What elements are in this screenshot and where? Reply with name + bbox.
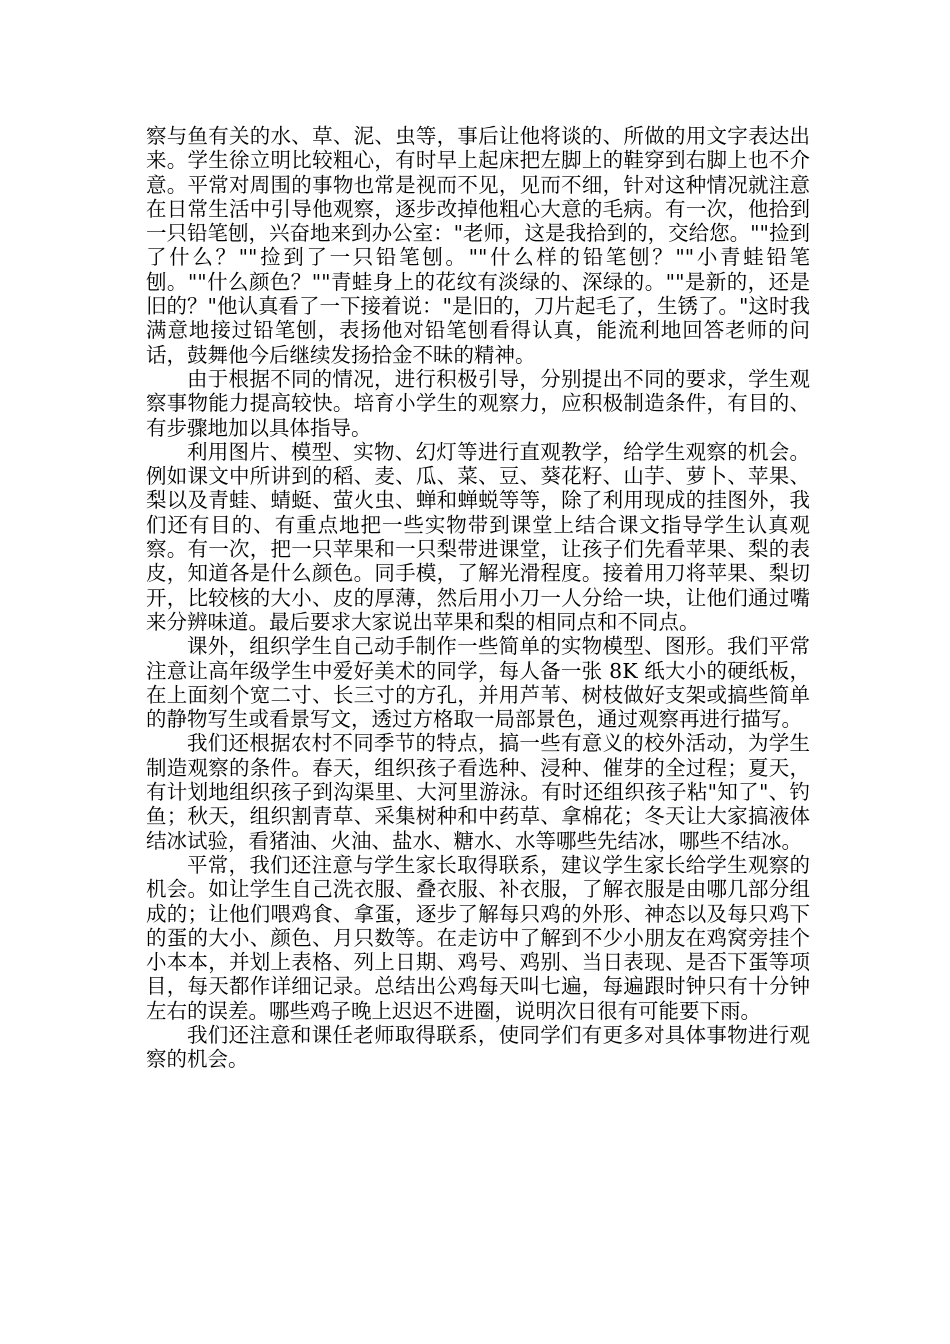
paragraph-guidance-summary: 由于根据不同的情况，进行积极引导，分别提出不同的要求，学生观察事物能力提高较快。培育小学生的观察力，应积极制造条件，有目的、有步骤地加以具体指导。 [146,366,810,440]
document-body [146,124,810,1072]
paragraph-seasonal-activities: 我们还根据农村不同季节的特点，搞一些有意义的校外活动，为学生制造观察的条件。春天，组织孩子看选种、浸种、催芽的全过程；夏天，有计划地组织孩子到沟渠里、大河里游泳。有时还组织孩子粘"知了"、钓鱼；秋天，组织割青草、采集树种和中药草、拿棉花；冬天让大家搞液体结冰试验，看猪油、火油、盐水、糖水、水等哪些先结冰，哪些不结冰。 [146,731,810,853]
paragraph-visual-teaching: 利用图片、模型、实物、幻灯等进行直观教学，给学生观察的机会。例如课文中所讲到的稻、麦、瓜、菜、豆、葵花籽、山芋、萝卜、苹果、梨以及青蛙、蜻蜓、萤火虫、蝉和蝉蜕等等，除了利用现成的挂图外，我们还有目的、有重点地把一些实物带到课堂上结合课文指导学生认真观察。有一次，把一只苹果和一只梨带进课堂，让孩子们先看苹果、梨的表皮，知道各是什么颜色。同手模，了解光滑程度。接着用刀将苹果、梨切开，比较核的大小、皮的厚薄，然后用小刀一人分给一块，让他们通过嘴来分辨味道。最后要求大家说出苹果和梨的相同点和不同点。 [146,439,810,634]
paragraph-handmade-models: 课外，组织学生自己动手制作一些简单的实物模型、图形。我们平常注意让高年级学生中爱好美术的同学，每人备一张 8K 纸大小的硬纸板，在上面刻个宽二寸、长三寸的方孔，并用芦苇、树枝做好支架或搞些简单的静物写生或看景写文，透过方格取一局部景色，通过观察再进行描写。 [146,634,810,732]
paragraph-observation-example: 察与鱼有关的水、草、泥、虫等，事后让他将谈的、所做的用文字表达出来。学生徐立明比较粗心，有时早上起床把左脚上的鞋穿到右脚上也不介意。平常对周围的事物也常是视而不见，见而不细，针对这种情况就注意在日常生活中引导他观察，逐步改掉他粗心大意的毛病。有一次，他拾到一只铅笔刨，兴奋地来到办公室："老师，这是我拾到的，交给您。""捡到了什么？""捡到了一只铅笔刨。""什么样的铅笔刨？""小青蛙铅笔刨。""什么颜色？""青蛙身上的花纹有淡绿的、深绿的。""是新的，还是旧的？"他认真看了一下接着说："是旧的，刀片起毛了，生锈了。"这时我满意地接过铅笔刨，表扬他对铅笔刨看得认真，能流利地回答老师的问话，鼓舞他今后继续发扬拾金不昧的精神。 [146,124,810,367]
paragraph-parent-contact: 平常，我们还注意与学生家长取得联系，建议学生家长给学生观察的机会。如让学生自己洗衣服、叠衣服、补衣服，了解衣服是由哪几部分组成的；让他们喂鸡食、拿蛋，逐步了解每只鸡的外形、神态以及每只鸡下的蛋的大小、颜色、月只数等。在走访中了解到不少小朋友在鸡窝旁挂个小本本，并划上表格、列上日期、鸡号、鸡别、当日表现、是否下蛋等项目，每天都作详细记录。总结出公鸡每天叫七遍，每遍跟时钟只有十分钟左右的误差。哪些鸡子晚上迟迟不进圈，说明次日很有可能要下雨。 [146,852,810,1023]
paragraph-teacher-contact: 我们还注意和课任老师取得联系，使同学们有更多对具体事物进行观察的机会。 [146,1022,810,1072]
